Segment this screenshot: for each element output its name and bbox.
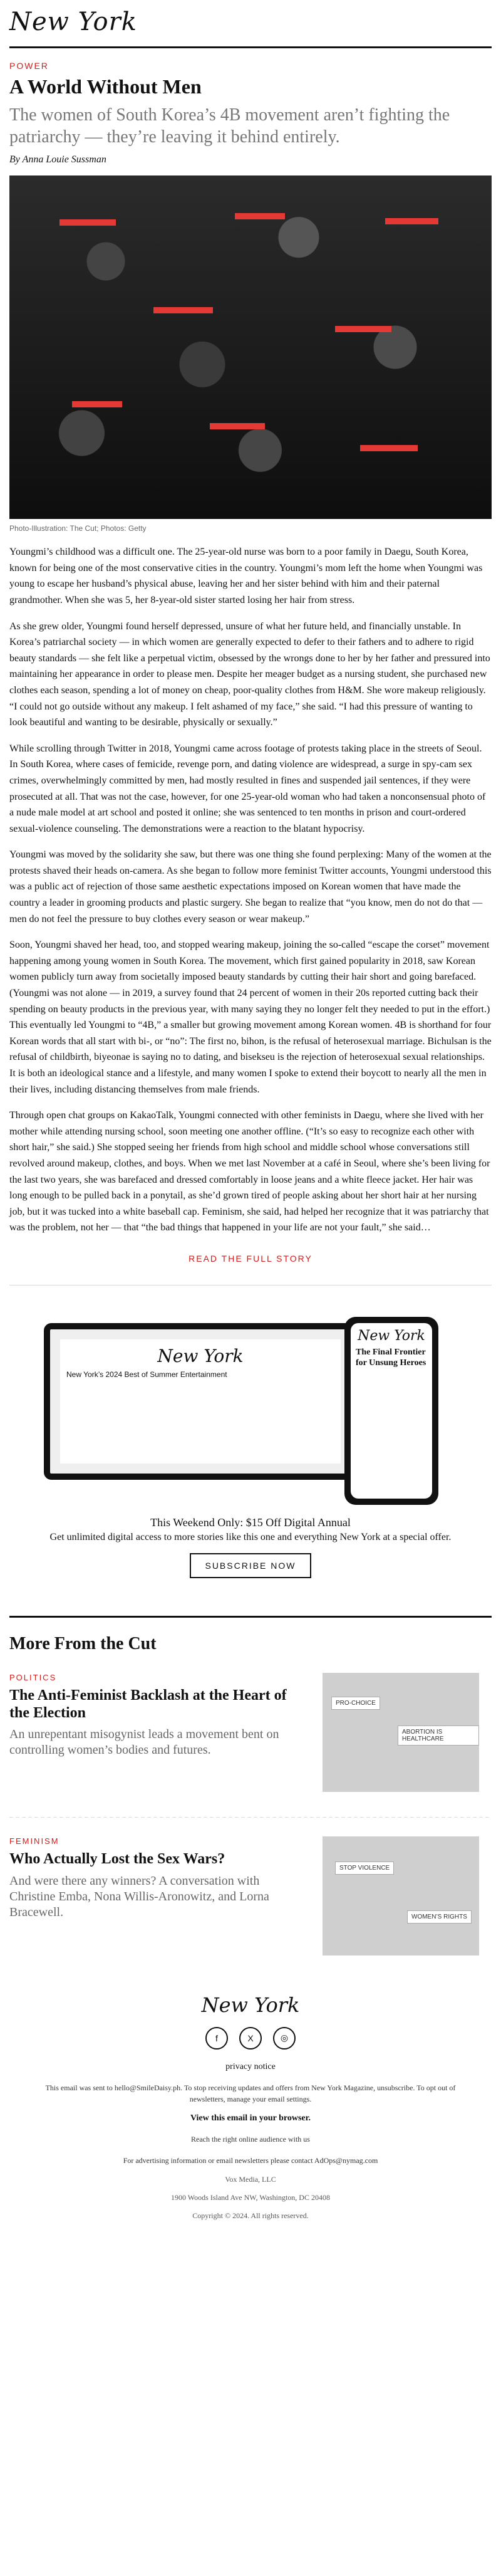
paragraph: Soon, Youngmi shaved her head, too, and stopped wearing makeup, joining the so-called “escape the corset” movement happening among young women in South Korea. The movement, which first gained popularity in 2018, saw Korean women publicly turn away from societally imposed beauty standards by cutting their hair short and going barefaced. (Youngmi was not alone — in 2019, a survey found that 24 percent of women in their 20s reported cutting back their spending on beauty products in the previous year, with many saying they no longer felt they needed to put in the effort.) This eventually led Youngmi to “4B,” a smaller but growing movement among Korean women. 4B is shorthand for four Korean words that all start with bi-, or “no”: The first no, bihon, is the refusal of heterosexual marriage. Bichulsan is the refusal of childbirth, biyeonae is saying no to dating, and bisekseu is the rejection of heterosexual sexual relationships. It is both an ideological stance and a lifestyle, and many women I spoke to extend their boycott to nearly all the men in their lives, including distancing themselves from male friends. [9, 940, 492, 1095]
story-thumbnail[interactable] [323, 1673, 479, 1792]
red-bar [360, 445, 418, 451]
dotted-divider [9, 1817, 492, 1818]
paragraph: Through open chat groups on KakaoTalk, Youngmi connected with other feminists in Daegu, where she lived with her mother while attending nursing school, soon meeting one another offline. (“It’s so easy to recognize each other with short hair,” she said.) She stopped seeing her friends from high school and middle school whose conversations still revolved around makeup, clothes, and boys. When we met last November at a café in Seoul, where she’s been living for the last two years, she was barefaced and dressed comfortably in loose jeans and a white fleece jacket. Her hair was long enough to be pulled back in a ponytail, as she’d grown tired of people asking about her short hair at her nursing job, but it was tucked into a white baseball cap. Feminism, she said, had helped her recognize that it was patriarchy that was the problem, not her — that “the bad things that happened in your life are not your fault,” she said… [9, 1110, 490, 1233]
story-card-1-text [9, 1673, 323, 1792]
story-card-2-text [9, 1836, 323, 1956]
footer-logo[interactable]: New York [201, 1992, 300, 2017]
story-summary: And were there any winners? A conversation with Christine Emba, Nona Willis-Aronowitz, and Lorna Bracewell. [9, 1873, 269, 1919]
more-from-title: More From the Cut [9, 1633, 157, 1653]
red-bar [235, 213, 285, 219]
masthead [0, 0, 501, 44]
story-thumbnail[interactable] [323, 1836, 479, 1956]
copyright-text: Copyright © 2024. All rights reserved. [192, 2211, 309, 2220]
advertising-line: For advertising information or email newsletters please contact AdOps@nymag.com [123, 2155, 378, 2165]
article-body [9, 544, 492, 1236]
protest-sign: WOMEN’S RIGHTS [407, 1910, 472, 1924]
story-summary: An unrepentant misogynist leads a movement bent on controlling women’s bodies and futures. [9, 1727, 279, 1757]
protest-sign: STOP VIOLENCE [335, 1861, 394, 1875]
paragraph: Youngmi was moved by the solidarity she saw, but there was one thing she found perplexing: Many of the women at the protests shaved their heads on-camera. As she began to follow more feminist Twitter accounts, Youngmi understood this was a public act of rejection of those same aesthetic expectations imposed on Korean women that have made the country a leader in grooming products and plastic surgery. She began to realize that “you know, men do not do that — men do not feel the pressure to buy clothes every season or wear makeup.” [9, 849, 492, 924]
phone-headline: The Final Frontier for Unsung Heroes [356, 1347, 426, 1368]
red-bar [385, 218, 438, 224]
paragraph: While scrolling through Twitter in 2018, Youngmi came across footage of protests taking place in the streets of Seoul. In South Korea, where cases of femicide, revenge porn, and dating violence are widespread, a surge in spy-cam sex crimes, overwhelmingly committed by men, had mostly resulted in fines and suspended jail sentences, if they were prosecuted at all. That was not the case, however, for one 25-year-old woman who had taken a nonconsensual photo of a nude male model at art school and posted it online; she was sentenced to ten months in prison and court-ordered sexual-violence counseling. The demonstrations were a reaction to the blatant hypocrisy. [9, 743, 486, 834]
subscribe-button[interactable]: SUBSCRIBE NOW [190, 1553, 311, 1578]
header-rule [9, 46, 492, 48]
instagram-icon[interactable]: ◎ [273, 2027, 296, 2050]
email-disclaimer: This email was sent to hello@SmileDaisy.ph. To stop receiving updates and offers from New York Magazine, unsubscribe. To opt out of newsletters, manage your email settings. [45, 2083, 456, 2103]
red-bar [153, 307, 213, 313]
red-bar [59, 219, 116, 226]
article-kicker: POWER [9, 61, 49, 71]
privacy-link[interactable]: privacy notice [225, 2061, 276, 2071]
facebook-icon[interactable]: f [205, 2027, 228, 2050]
story-headline[interactable]: The Anti-Feminist Backlash at the Heart of the Election [9, 1687, 287, 1721]
story-card-1[interactable] [9, 1673, 492, 1792]
reach-line: Reach the right online audience with us [191, 2134, 310, 2144]
company-address: 1900 Woods Island Ave NW, Washington, DC 20408 [171, 2192, 330, 2202]
social-icons [0, 2027, 501, 2050]
article-dek: The women of South Korea’s 4B movement aren’t fighting the patriarchy — they’re leaving it behind entirely. [9, 105, 450, 147]
laptop-screen [60, 1339, 341, 1463]
protest-sign: PRO-CHOICE [331, 1697, 380, 1710]
phone-mockup [344, 1317, 438, 1505]
laptop-caption: New York’s 2024 Best of Summer Entertainment [66, 1369, 227, 1379]
company-name: Vox Media, LLC [225, 2174, 276, 2184]
red-bar [210, 423, 265, 429]
promo-devices [44, 1317, 457, 1505]
story-label: FEMINISM [9, 1836, 59, 1846]
phone-screen [351, 1323, 432, 1499]
protest-sign: ABORTION IS HEALTHCARE [398, 1725, 479, 1746]
story-card-2[interactable] [9, 1836, 492, 1956]
red-bar [72, 401, 122, 407]
read-full-story-link[interactable]: READ THE FULL STORY [189, 1253, 312, 1264]
phone-logo: New York [358, 1327, 425, 1344]
story-headline[interactable]: Who Actually Lost the Sex Wars? [9, 1850, 225, 1867]
laptop-mockup [44, 1323, 357, 1480]
hero-image[interactable] [9, 175, 492, 519]
paragraph: Youngmi’s childhood was a difficult one. The 25-year-old nurse was born to a poor family in Daegu, South Korea, known for being one of the most conservative cities in the country. Youngmi’s mom left the home when Youngmi was young to escape her husband’s physical abuse, leaving her and her sister behind with him and their paternal grandmother. When she was 5, her 8-year-old sister started losing her hair from stress. [9, 547, 483, 605]
red-bar [335, 326, 391, 332]
crowd-photo [9, 175, 492, 519]
thick-rule [9, 1616, 492, 1618]
offer-title: This Weekend Only: $15 Off Digital Annual [150, 1516, 351, 1529]
view-browser-link[interactable]: View this email in your browser. [190, 2113, 311, 2123]
offer-subtitle: Get unlimited digital access to more stories like this one and everything New York at a special offer. [49, 1531, 452, 1542]
x-icon[interactable]: X [239, 2027, 262, 2050]
article-title[interactable]: A World Without Men [9, 75, 202, 98]
publication-logo[interactable]: New York [9, 8, 137, 36]
article-byline: By Anna Louie Sussman [9, 154, 106, 165]
footer [0, 1993, 501, 2221]
paragraph: As she grew older, Youngmi found herself depressed, unsure of what her future held, and financially unstable. In Korea’s patriarchal society — in which women are generally expected to defer to their fathers and to adhere to rigid beauty standards — she felt like a perpetual victim, obsessed by the wrongs done to her by her father and pressured into maintaining her appearance in order to please men. Despite her meager budget as a nursing student, she purchased new clothes each season, spending a lot of money on cheap, poor-quality clothes from H&M. She wore makeup religiously. “I could not go outside without any makeup. I felt ashamed of my face,” she said. “I had this pressure of wanting to look beautiful and wanting to be desirable, physically or sexually.” [9, 620, 490, 728]
story-label: POLITICS [9, 1672, 57, 1682]
image-credit: Photo-Illustration: The Cut; Photos: Getty [9, 524, 147, 533]
laptop-logo: New York [157, 1345, 244, 1366]
